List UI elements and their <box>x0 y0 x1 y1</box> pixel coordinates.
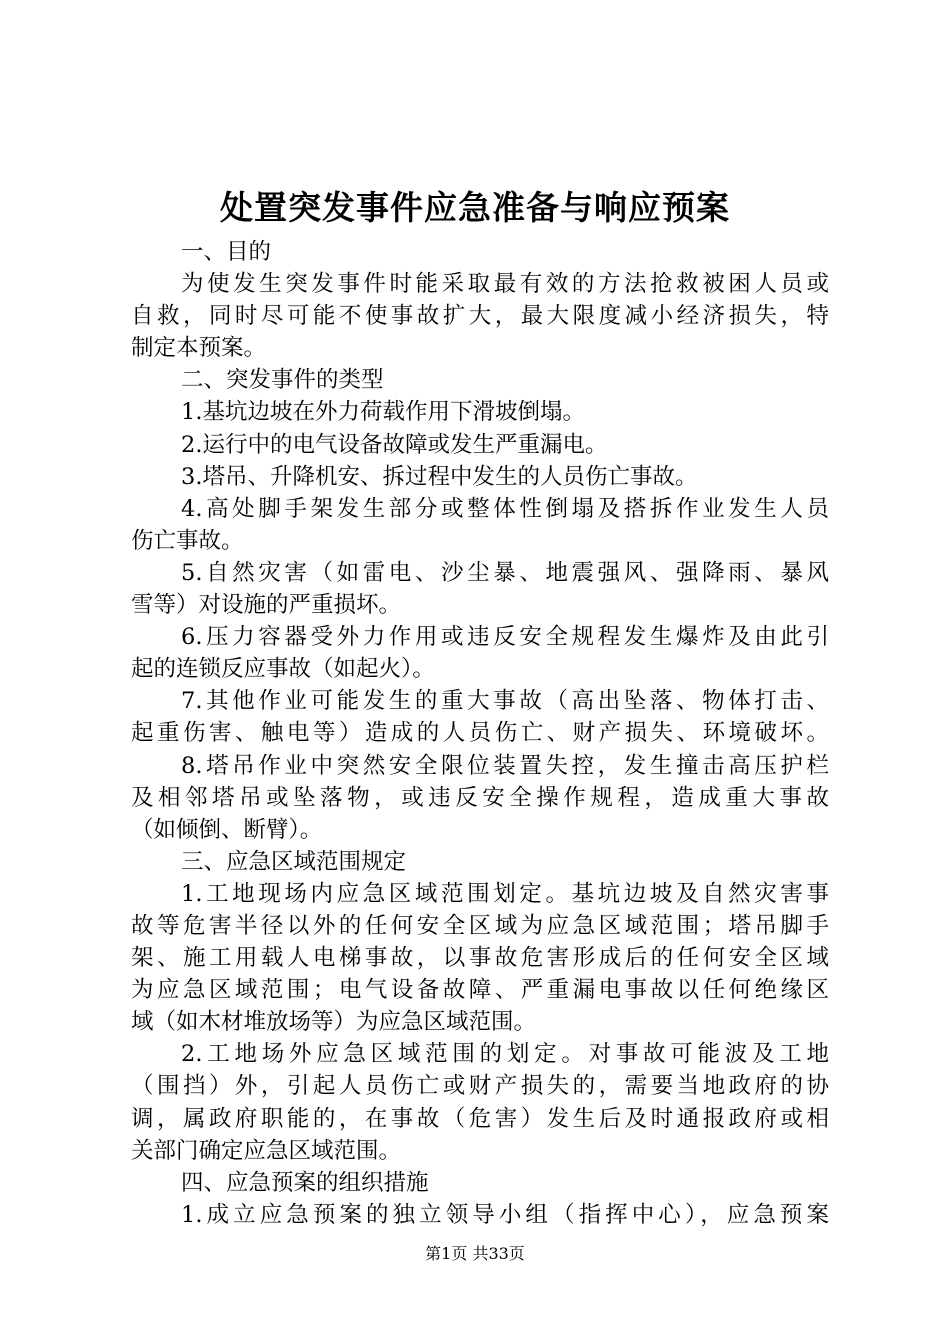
text-line: 伤亡事故。 <box>131 527 244 554</box>
text-line: 6.压力容器受外力作用或违反安全规程发生爆炸及由此引 <box>181 624 829 651</box>
text-line: 调，属政府职能的，在事故（危害）发生后及时通报政府或相 <box>131 1105 829 1132</box>
text-line: 自救，同时尽可能不使事故扩大，最大限度减小经济损失，特 <box>131 303 829 330</box>
text-line: （围挡）外，引起人员伤亡或财产损失的，需要当地政府的协 <box>131 1073 829 1100</box>
text-line: 关部门确定应急区域范围。 <box>131 1137 402 1164</box>
page-footer: 第1页 共33页 <box>425 1244 525 1263</box>
text-line: 故等危害半径以外的任何安全区域为应急区域范围；塔吊脚手 <box>131 912 829 939</box>
text-line: 架、施工用载人电梯事故，以事故危害形成后的任何安全区域 <box>131 945 829 972</box>
text-line: 一、目的 <box>181 239 272 265</box>
text-line: 4.高处脚手架发生部分或整体性倒塌及搭拆作业发生人员 <box>181 495 829 522</box>
text-line: 3.塔吊、升降机安、拆过程中发生的人员伤亡事故。 <box>181 463 698 490</box>
text-line: 1.基坑边坡在外力荷载作用下滑坡倒塌。 <box>181 399 585 426</box>
text-line: 起重伤害、触电等）造成的人员伤亡、财产损失、环境破坏。 <box>131 720 829 747</box>
text-line: （如倾倒、断臂）。 <box>131 816 323 843</box>
text-line: 为使发生突发事件时能采取最有效的方法抢救被困人员或 <box>181 271 829 298</box>
page-title: 处置突发事件应急准备与响应预案 <box>220 188 730 227</box>
text-line: 8.塔吊作业中突然安全限位装置失控，发生撞击高压护栏 <box>181 752 829 779</box>
text-line: 1.成立应急预案的独立领导小组（指挥中心），应急预案 <box>181 1201 829 1228</box>
text-line: 制定本预案。 <box>131 335 267 362</box>
text-line: 2.工地场外应急区域范围的划定。对事故可能波及工地 <box>181 1041 829 1068</box>
text-line: 域（如木材堆放场等）为应急区域范围。 <box>131 1009 537 1036</box>
text-line: 三、应急区域范围规定 <box>181 848 407 875</box>
text-line: 1.工地现场内应急区域范围划定。基坑边坡及自然灾害事 <box>181 880 829 907</box>
text-line: 7.其他作业可能发生的重大事故（高出坠落、物体打击、 <box>181 688 829 715</box>
text-line: 2.运行中的电气设备故障或发生严重漏电。 <box>181 431 608 458</box>
document-body <box>131 236 829 1231</box>
text-line: 5.自然灾害（如雷电、沙尘暴、地震强风、强降雨、暴风 <box>181 559 829 586</box>
text-line: 为应急区域范围；电气设备故障、严重漏电事故以任何绝缘区 <box>131 977 829 1004</box>
text-line: 四、应急预案的组织措施 <box>181 1169 429 1196</box>
text-line: 及相邻塔吊或坠落物，或违反安全操作规程，造成重大事故 <box>131 784 829 811</box>
text-line: 二、突发事件的类型 <box>181 367 384 394</box>
text-line: 雪等）对设施的严重损坏。 <box>131 592 402 619</box>
text-line: 起的连锁反应事故（如起火）。 <box>131 656 435 683</box>
